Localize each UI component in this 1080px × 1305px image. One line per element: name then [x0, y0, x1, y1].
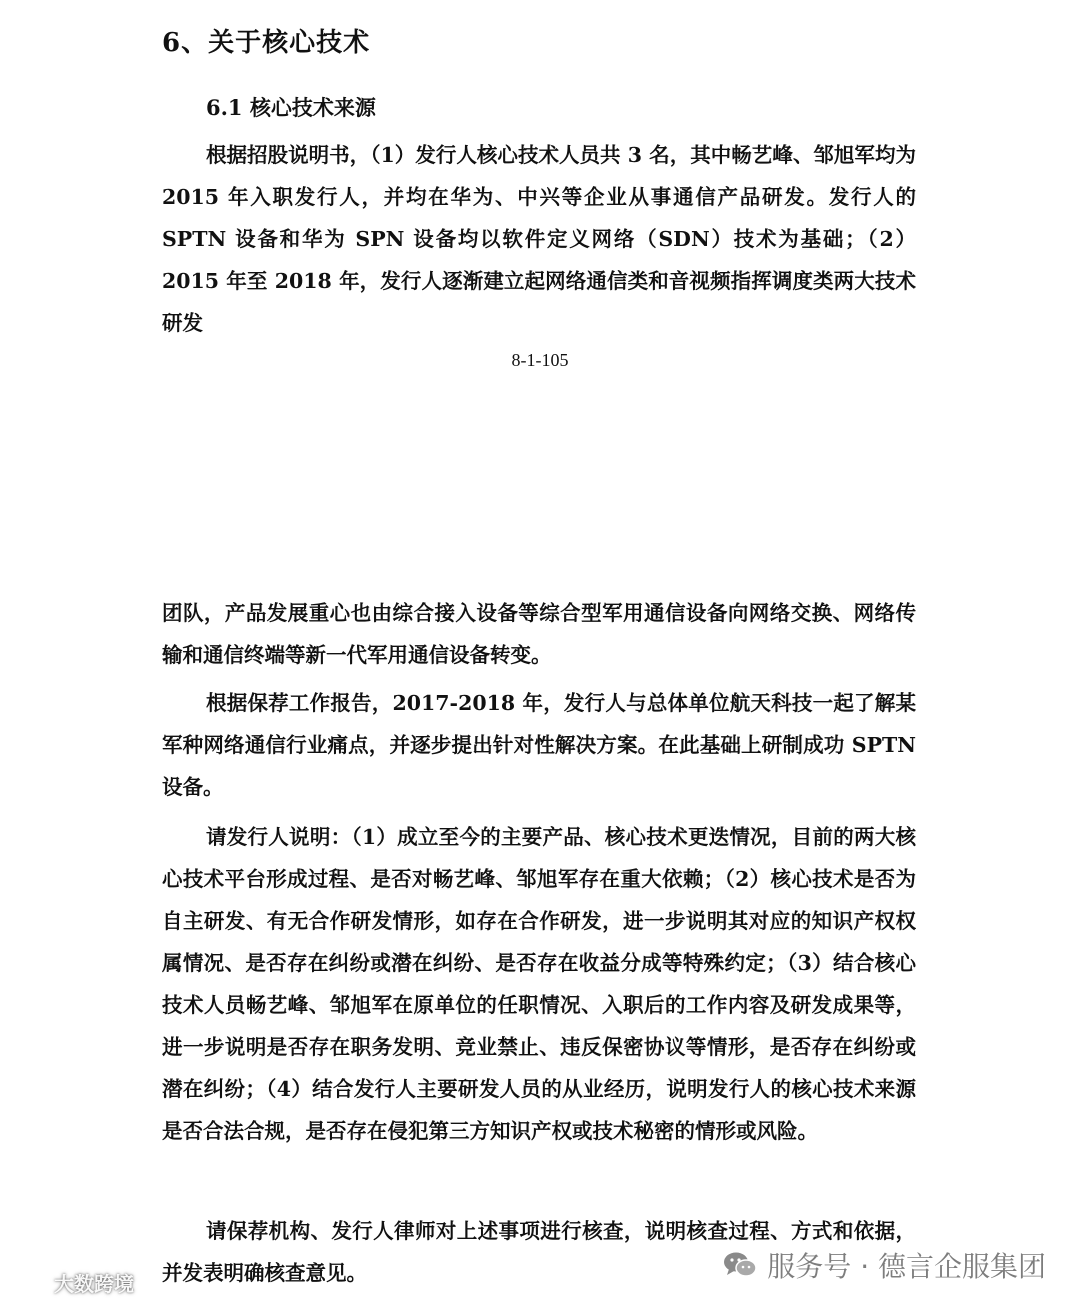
logo-icon — [8, 1272, 48, 1294]
watermark-left — [8, 1268, 134, 1297]
page-number: 8-1-105 — [511, 350, 569, 370]
paragraph-verification-request: 请保荐机构、发行人律师对上述事项进行核查，说明核查过程、方式和依据，并发表明确核查意见。 — [162, 1219, 916, 1285]
section-heading: 6、关于核心技术 — [162, 28, 371, 58]
subsection-heading: 6.1 核心技术来源 — [206, 95, 376, 120]
page-bottom-section — [0, 580, 1080, 1305]
paragraph-continued: 团队，产品发展重心也由综合接入设备等综合型军用通信设备向网络交换、网络传输和通信终端等新一代军用通信设备转变。 — [162, 601, 916, 667]
watermark-right-text: 服务号 · 德言企服集团 — [767, 1250, 1046, 1283]
paragraph-recommendation-report: 根据保荐工作报告，2017-2018 年，发行人与总体单位航天科技一起了解某军种网络通信行业痛点，并逐步提出针对性解决方案。在此基础上研制成功 SPTN 设备。 — [162, 691, 916, 799]
paragraph-issuer-explanation: 请发行人说明：（1）成立至今的主要产品、核心技术更迭情况，目前的两大核心技术平台形成过程、是否对畅艺峰、邹旭军存在重大依赖；（2）核心技术是否为自主研发、有无合作研发情形，如存在合作研发，进一步说明其对应的知识产权权属情况、是否存在纠纷或潜在纠纷、是否存在收益分成等特殊约定；（3）结合核心技术人员畅艺峰、邹旭军在原单位的任职情况、入职后的工作内容及研发成果等，进一步说明是否存在职务发明、竞业禁止、违反保密协议等情形，是否存在纠纷或潜在纠纷；（4）结合发行人主要研发人员的从业经历，说明发行人的核心技术来源是否合法合规，是否存在侵犯第三方知识产权或技术秘密的情形或风险。 — [162, 825, 916, 1143]
page-top-section — [0, 0, 1080, 420]
watermark-right — [723, 1245, 1046, 1285]
paragraph-top: 根据招股说明书，（1）发行人核心技术人员共 3 名，其中畅艺峰、邹旭军均为 2015 年入职发行人，并均在华为、中兴等企业从事通信产品研发。发行人的 SPTN 设备和华为 SPN 设备均以软件定义网络（SDN）技术为基础；（2）2015 年至 2018 年，发行人逐渐建立起网络通信类和音视频指挥调度类两大技术研发 — [162, 143, 916, 335]
watermark-left-text: 大数跨境 — [54, 1272, 134, 1296]
wechat-icon — [723, 1251, 757, 1279]
